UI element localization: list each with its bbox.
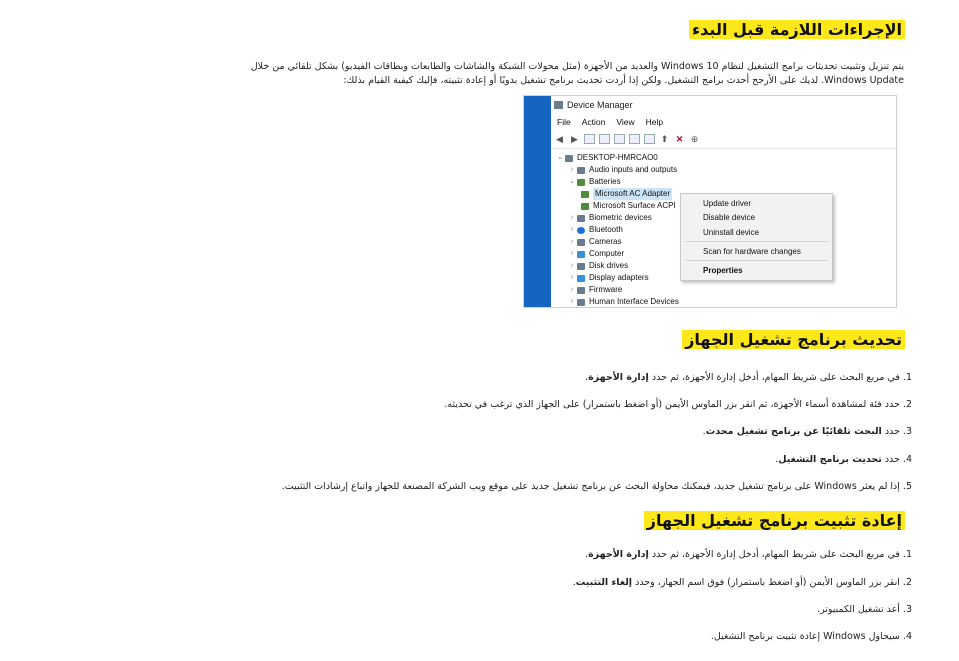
section-heading-reinstall-driver <box>644 511 905 530</box>
step-text: 4. سيحاول Windows إعادة تثبيت برنامج التشغيل. <box>710 631 912 642</box>
intro-paragraph <box>238 60 904 88</box>
tree-node-biometric[interactable] <box>555 212 679 224</box>
step-bold: إدارة الأجهزة <box>588 549 649 560</box>
step-text: . <box>775 454 779 465</box>
computer-icon <box>565 155 573 162</box>
reinstall-step-4 <box>711 631 912 642</box>
tree-node-cameras[interactable] <box>555 236 679 248</box>
device-tree <box>555 152 679 308</box>
camera-icon <box>577 239 585 246</box>
context-uninstall-device[interactable]: Uninstall device <box>703 228 760 237</box>
tree-label-selected: Microsoft AC Adapter <box>595 189 671 198</box>
update-step-2 <box>444 399 912 410</box>
chevron-right-icon[interactable]: › <box>570 274 574 281</box>
update-step-3 <box>703 426 912 437</box>
tree-label: Audio inputs and outputs <box>589 165 678 174</box>
context-properties[interactable]: Properties <box>703 266 743 275</box>
bluetooth-icon <box>577 227 585 234</box>
step-text: 1. في مربع البحث على شريط المهام، أدخل إدارة الأجهزة، ثم حدد <box>648 549 912 560</box>
back-arrow-icon[interactable]: ◀ <box>556 133 563 144</box>
chevron-right-icon[interactable]: › <box>570 238 574 245</box>
context-disable-device[interactable]: Disable device <box>703 213 756 222</box>
context-divider <box>685 260 828 261</box>
menu-bar <box>557 117 674 127</box>
update-step-4 <box>775 454 912 465</box>
hid-icon <box>577 299 585 306</box>
section-title: إعادة تثبيت برنامج تشغيل الجهاز <box>644 511 905 530</box>
step-text: 3. حدد <box>881 426 912 437</box>
tree-node-firmware[interactable] <box>555 284 679 296</box>
step-bold: البحث تلقائيًا عن برنامج تشغيل محدث <box>705 426 882 437</box>
properties-icon[interactable] <box>584 134 595 144</box>
fingerprint-icon <box>577 215 585 222</box>
tree-node-disk[interactable] <box>555 260 679 272</box>
help-icon[interactable] <box>614 134 625 144</box>
chevron-right-icon[interactable]: › <box>570 250 574 257</box>
tree-node-bluetooth[interactable] <box>555 224 679 236</box>
tree-label: Firmware <box>589 285 623 294</box>
step-text: . <box>702 426 706 437</box>
detail-view-icon[interactable] <box>629 134 640 144</box>
monitor-icon[interactable] <box>644 134 655 144</box>
step-text: 2. حدد فئة لمشاهدة أسماء الأجهزة، ثم انقر بزر الماوس الأيمن (أو اضغط باستمرار) على الجهاز الذي ترغب في تحديثه. <box>444 399 912 410</box>
download-circle-icon[interactable]: ⊕ <box>690 133 699 144</box>
section-title: تحديث برنامج تشغيل الجهاز <box>682 330 905 349</box>
device-manager-icon <box>554 101 563 109</box>
tree-label: Human Interface Devices <box>589 297 679 306</box>
update-step-5 <box>282 481 912 492</box>
update-driver-icon[interactable]: ⬆ <box>660 133 669 144</box>
chevron-down-icon[interactable]: ⌄ <box>569 178 575 185</box>
tree-label: Microsoft Surface ACPI <box>593 201 676 210</box>
context-divider <box>685 241 828 242</box>
context-update-driver[interactable]: Update driver <box>703 199 752 208</box>
display-adapter-icon <box>577 275 585 282</box>
tree-label: Bluetooth <box>589 225 623 234</box>
tree-label: Computer <box>589 249 625 258</box>
reinstall-step-1 <box>585 549 912 560</box>
tree-label: Batteries <box>589 177 621 186</box>
chevron-right-icon[interactable]: › <box>570 262 574 269</box>
step-text: 1. في مربع البحث على شريط المهام، أدخل إدارة الأجهزة، ثم حدد <box>648 372 912 383</box>
battery-icon <box>581 203 589 210</box>
battery-icon <box>581 191 589 198</box>
reinstall-step-2 <box>573 577 912 588</box>
chevron-right-icon[interactable]: › <box>570 298 574 305</box>
battery-icon <box>577 179 585 186</box>
tree-node-audio[interactable] <box>555 164 679 176</box>
window-title-text: Device Manager <box>567 100 633 110</box>
tree-label: DESKTOP-HMRCAO0 <box>577 153 658 162</box>
step-text: 3. أعد تشغيل الكمبيوتر. <box>816 604 912 615</box>
chevron-right-icon[interactable]: › <box>570 166 574 173</box>
menu-help[interactable]: Help <box>645 117 664 127</box>
tree-node-root[interactable] <box>555 152 679 164</box>
update-step-1 <box>585 372 912 383</box>
chevron-right-icon[interactable]: › <box>570 286 574 293</box>
step-text: 5. إذا لم يعثر Windows على برنامج تشغيل جديد، فيمكنك محاولة البحث عن برنامج تشغيل جديد على موقع ويب الشركة المصنعة للجهاز واتباع إرشادات التثبيت. <box>281 481 912 492</box>
tree-label: Disk drives <box>589 261 629 270</box>
tree-node-display[interactable] <box>555 272 679 284</box>
chevron-right-icon[interactable]: › <box>570 214 574 221</box>
step-text: . <box>585 372 589 383</box>
tree-node-batteries[interactable] <box>555 176 679 188</box>
menu-file[interactable]: File <box>557 117 571 127</box>
step-text: . <box>585 549 589 560</box>
section-heading-prerequisites <box>689 20 905 39</box>
chevron-down-icon[interactable]: ⌄ <box>557 154 563 161</box>
blue-side-strip <box>524 96 551 307</box>
firmware-chip-icon <box>577 287 585 294</box>
context-menu <box>680 193 833 281</box>
chevron-right-icon[interactable]: › <box>570 226 574 233</box>
step-text: 2. انقر بزر الماوس الأيمن (أو اضغط باستمرار) فوق اسم الجهاز، وحدد <box>632 577 912 588</box>
tree-label: Biometric devices <box>589 213 652 222</box>
reinstall-step-3 <box>817 604 912 615</box>
uninstall-x-icon[interactable]: ✕ <box>675 133 684 144</box>
tree-node-ac-adapter[interactable] <box>555 188 679 200</box>
menu-view[interactable]: View <box>616 117 635 127</box>
step-bold: إلغاء التثبيت <box>575 577 633 588</box>
section-title: الإجراءات اللازمة قبل البدء <box>689 20 905 39</box>
speaker-icon <box>577 167 585 174</box>
step-bold: تحديث برنامج التشغيل <box>778 454 882 465</box>
list-view-icon[interactable] <box>599 134 610 144</box>
tree-label: Display adapters <box>589 273 649 282</box>
step-bold: إدارة الأجهزة <box>588 372 649 383</box>
toolbar <box>554 132 700 146</box>
menu-action[interactable]: Action <box>581 117 606 127</box>
step-text: . <box>572 577 576 588</box>
window-title <box>554 100 633 110</box>
intro-line-1: يتم تنزيل وتثبيت تحديثات برامج التشغيل لنظام Windows 10 والعديد من الأجهزة (مثل محولات الشبكة والشاشات والطابعات وبطاقات الفيديو) بشكل تلقائي من خلال <box>250 61 904 72</box>
tree-node-computer[interactable] <box>555 248 679 260</box>
forward-arrow-icon[interactable]: ▶ <box>571 133 578 144</box>
section-heading-update-driver <box>682 330 905 349</box>
intro-line-2: Windows Update. لديك على الأرجح أحدث برامج التشغيل. ولكن إذا أردت تحديث برنامج تشغيل بدويًا أو إعادة تثبيته، فإليك كيفية القيام بذلك: <box>343 75 904 86</box>
toolbar-divider <box>552 148 896 149</box>
monitor-icon <box>577 251 585 258</box>
context-scan-hardware[interactable]: Scan for hardware changes <box>703 247 801 256</box>
disk-drive-icon <box>577 263 585 270</box>
tree-node-surface-acpi[interactable] <box>555 200 679 212</box>
step-text: 4. حدد <box>881 454 912 465</box>
tree-label: Cameras <box>589 237 622 246</box>
tree-node-hid[interactable] <box>555 296 679 308</box>
